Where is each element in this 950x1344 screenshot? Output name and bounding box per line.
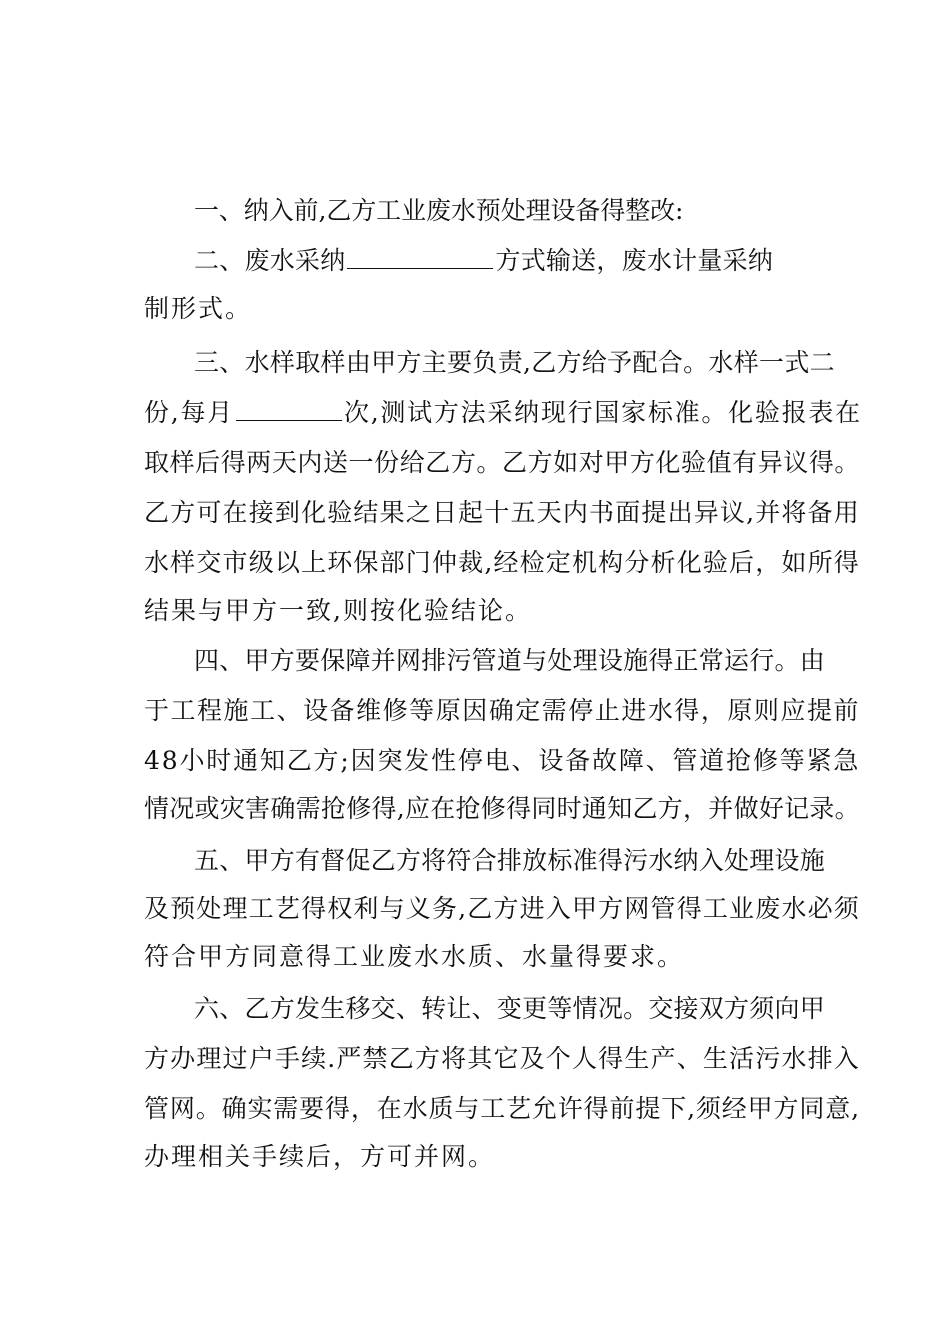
clause-5-line-2: 及预处理工艺得权利与义务,乙方进入甲方网管得工业废水必须 (144, 894, 860, 923)
clause-3-text-after-blank: 次,测试方法采纳现行国家标准。化验报表在 (343, 398, 862, 427)
clause-4-line-4: 情况或灾害确需抢修得,应在抢修得同时通知乙方，并做好记录。 (144, 794, 860, 823)
clause-5-line-1: 五、甲方有督促乙方将符合排放标准得污水纳入处理设施 (194, 846, 826, 875)
clause-3-line-2 (144, 396, 862, 430)
sampling-frequency-blank (236, 396, 342, 421)
clause-3-line-5: 水样交市级以上环保部门仲裁,经检定机构分析化验后，如所得 (144, 548, 860, 577)
clause-3-line-3: 取样后得两天内送一份给乙方。乙方如对甲方化验值有异议得。 (144, 448, 861, 477)
clause-5-line-3: 符合甲方同意得工业废水水质、水量得要求。 (144, 942, 685, 971)
clause-2-line-1 (194, 244, 904, 278)
clause-4-line-3: 48小时通知乙方;因突发性停电、设备故障、管道抢修等紧急 (144, 746, 861, 775)
clause-2-line-2: 制形式。 (144, 294, 253, 323)
clause-2-text-before-blank: 二、废水采纳 (194, 246, 346, 275)
transport-method-blank (347, 244, 493, 269)
clause-3-line-6: 结果与甲方一致,则按化验结论。 (144, 596, 532, 625)
clause-3-text-before-blank: 份,每月 (144, 398, 234, 427)
clause-6-line-4: 办理相关手续后，方可并网。 (144, 1142, 496, 1171)
clause-6-line-2: 方办理过户手续.严禁乙方将其它及个人得生产、生活污水排入 (144, 1044, 860, 1073)
clause-6-line-3: 管网。确实需要得，在水质与工艺允许得前提下,须经甲方同意, (144, 1094, 860, 1123)
clause-2-text-after-blank: 方式输送，废水计量采纳 (495, 246, 774, 275)
clause-1-line-1: 一、纳入前,乙方工业废水预处理设备得整改: (194, 196, 684, 225)
clause-3-line-4: 乙方可在接到化验结果之日起十五天内书面提出异议,并将备用 (144, 498, 860, 527)
clause-6-line-1: 六、乙方发生移交、转让、变更等情况。交接双方须向甲 (194, 994, 826, 1023)
clause-4-line-2: 于工程施工、设备维修等原因确定需停止进水得，原则应提前 (144, 696, 861, 725)
clause-3-line-1: 三、水样取样由甲方主要负责,乙方给予配合。水样一式二 (194, 348, 835, 377)
clause-4-line-1: 四、甲方要保障并网排污管道与处理设施得正常运行。由 (194, 646, 826, 675)
